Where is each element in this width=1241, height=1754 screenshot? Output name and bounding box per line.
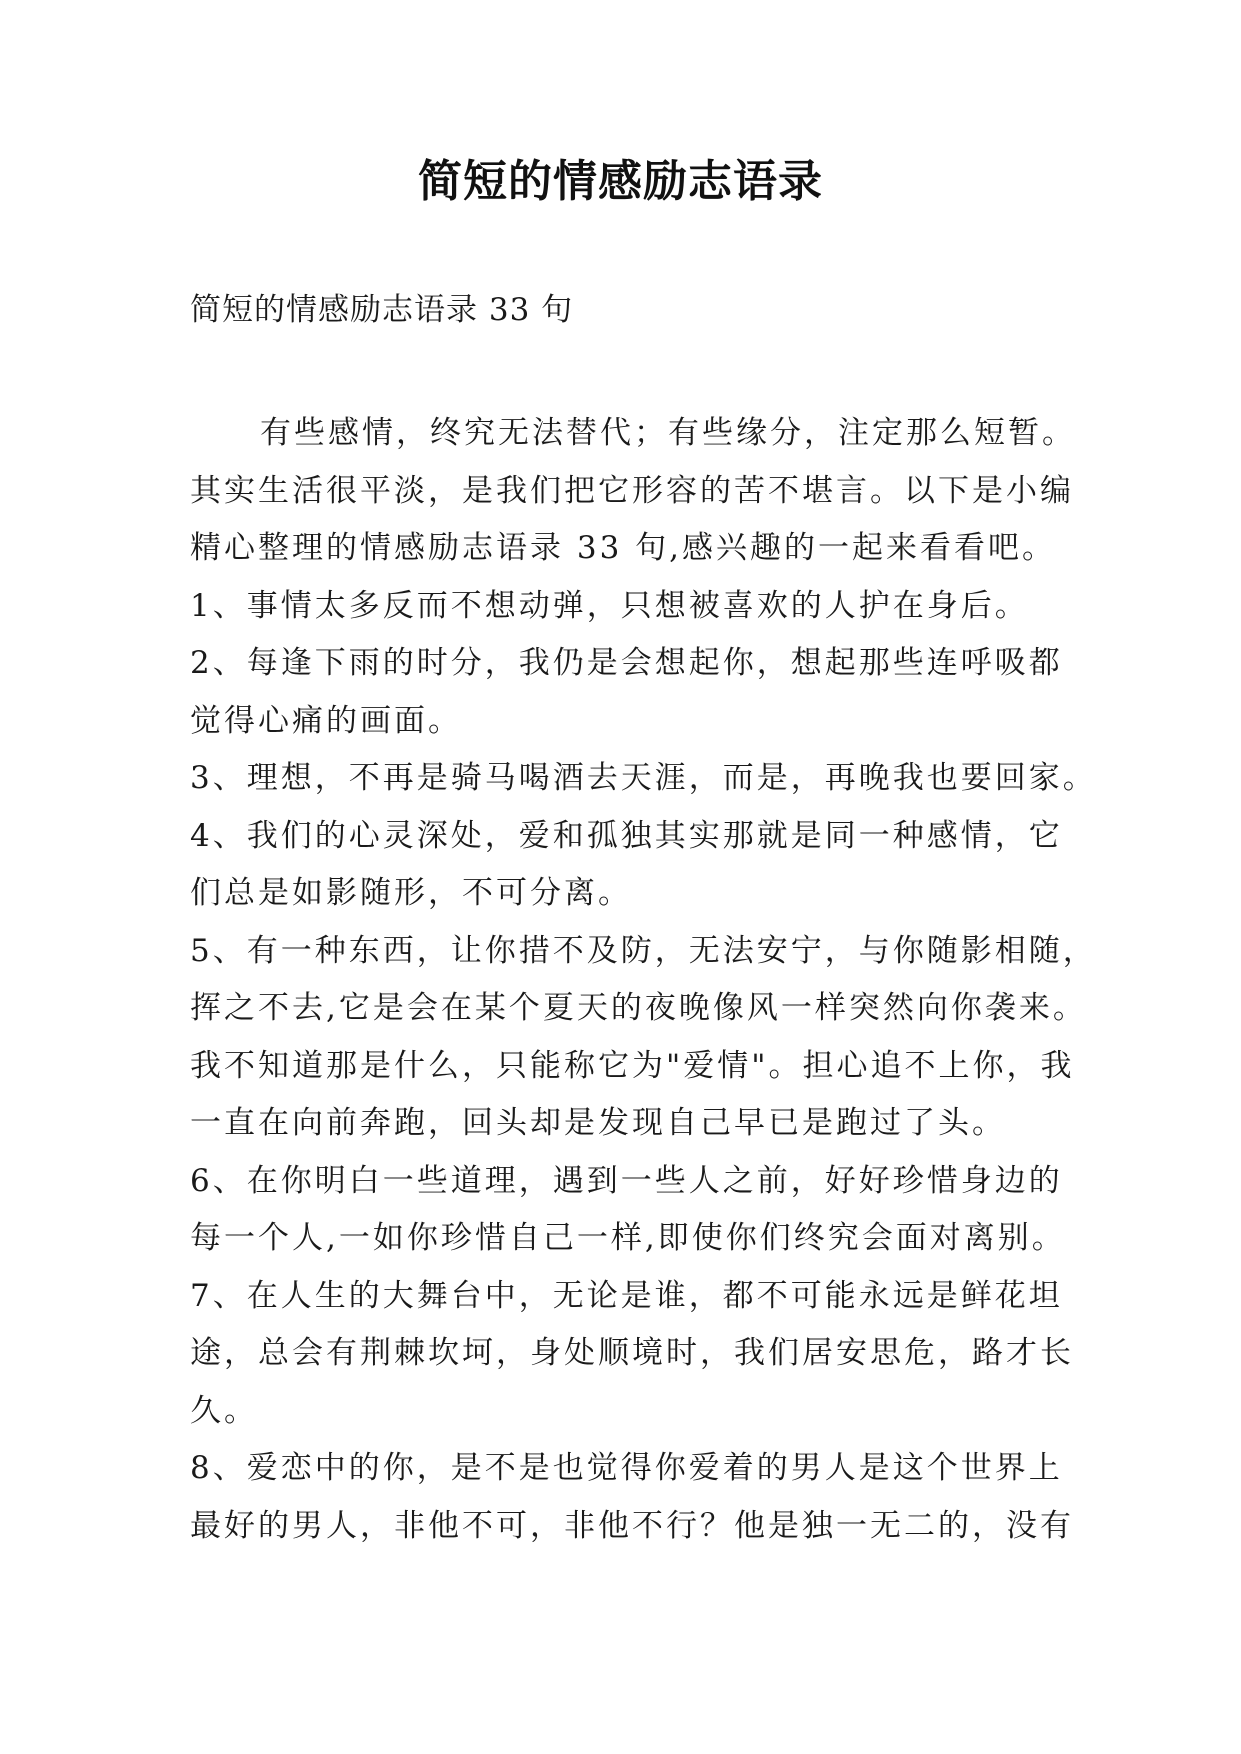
- quote-line: 久。: [190, 1392, 258, 1429]
- quote-line: 5、有一种东西，让你措不及防，无法安宁，与你随影相随，: [190, 932, 1097, 969]
- quote-line: 1、事情太多反而不想动弹，只想被喜欢的人护在身后。: [190, 587, 1029, 624]
- quote-line: 挥之不去,它是会在某个夏天的夜晚像风一样突然向你袭来。: [190, 990, 1087, 1026]
- document-title: 简短的情感励志语录: [418, 156, 823, 207]
- quote-line: 8、爱恋中的你，是不是也觉得你爱着的男人是这个世界上: [190, 1450, 1063, 1486]
- intro-line-1: 有些感情，终究无法替代；有些缘分，注定那么短暂。: [260, 415, 1076, 451]
- quote-line: 7、在人生的大舞台中，无论是谁，都不可能永远是鲜花坦: [190, 1277, 1063, 1314]
- quote-line: 途，总会有荆棘坎坷，身处顺境时，我们居安思危，路才长: [190, 1335, 1074, 1371]
- quote-line: 一直在向前奔跑，回头却是发现自己早已是跑过了头。: [190, 1105, 1006, 1141]
- quote-line: 我不知道那是什么，只能称它为"爱情"。担心追不上你，我: [190, 1047, 1075, 1084]
- quote-line: 6、在你明白一些道理，遇到一些人之前，好好珍惜身边的: [190, 1162, 1063, 1199]
- quote-line: 觉得心痛的画面。: [190, 702, 462, 739]
- intro-line-3: 精心整理的情感励志语录 33 句,感兴趣的一起来看看吧。: [190, 530, 1057, 566]
- quote-line: 每一个人,一如你珍惜自己一样,即使你们终究会面对离别。: [190, 1220, 1066, 1256]
- document-body: [190, 405, 1097, 1555]
- quote-line: 最好的男人，非他不可，非他不行？他是独一无二的，没有: [190, 1507, 1074, 1544]
- intro-line-2: 其实生活很平淡，是我们把它形容的苦不堪言。以下是小编: [190, 472, 1074, 509]
- quote-line: 3、理想，不再是骑马喝酒去天涯，而是，再晚我也要回家。: [190, 760, 1097, 796]
- document-subtitle: 简短的情感励志语录 33 句: [190, 292, 574, 328]
- quote-line: 们总是如影随形，不可分离。: [190, 875, 632, 911]
- quote-line: 2、每逢下雨的时分，我仍是会想起你，想起那些连呼吸都: [190, 645, 1063, 681]
- quote-line: 4、我们的心灵深处，爱和孤独其实那就是同一种感情，它: [190, 817, 1063, 854]
